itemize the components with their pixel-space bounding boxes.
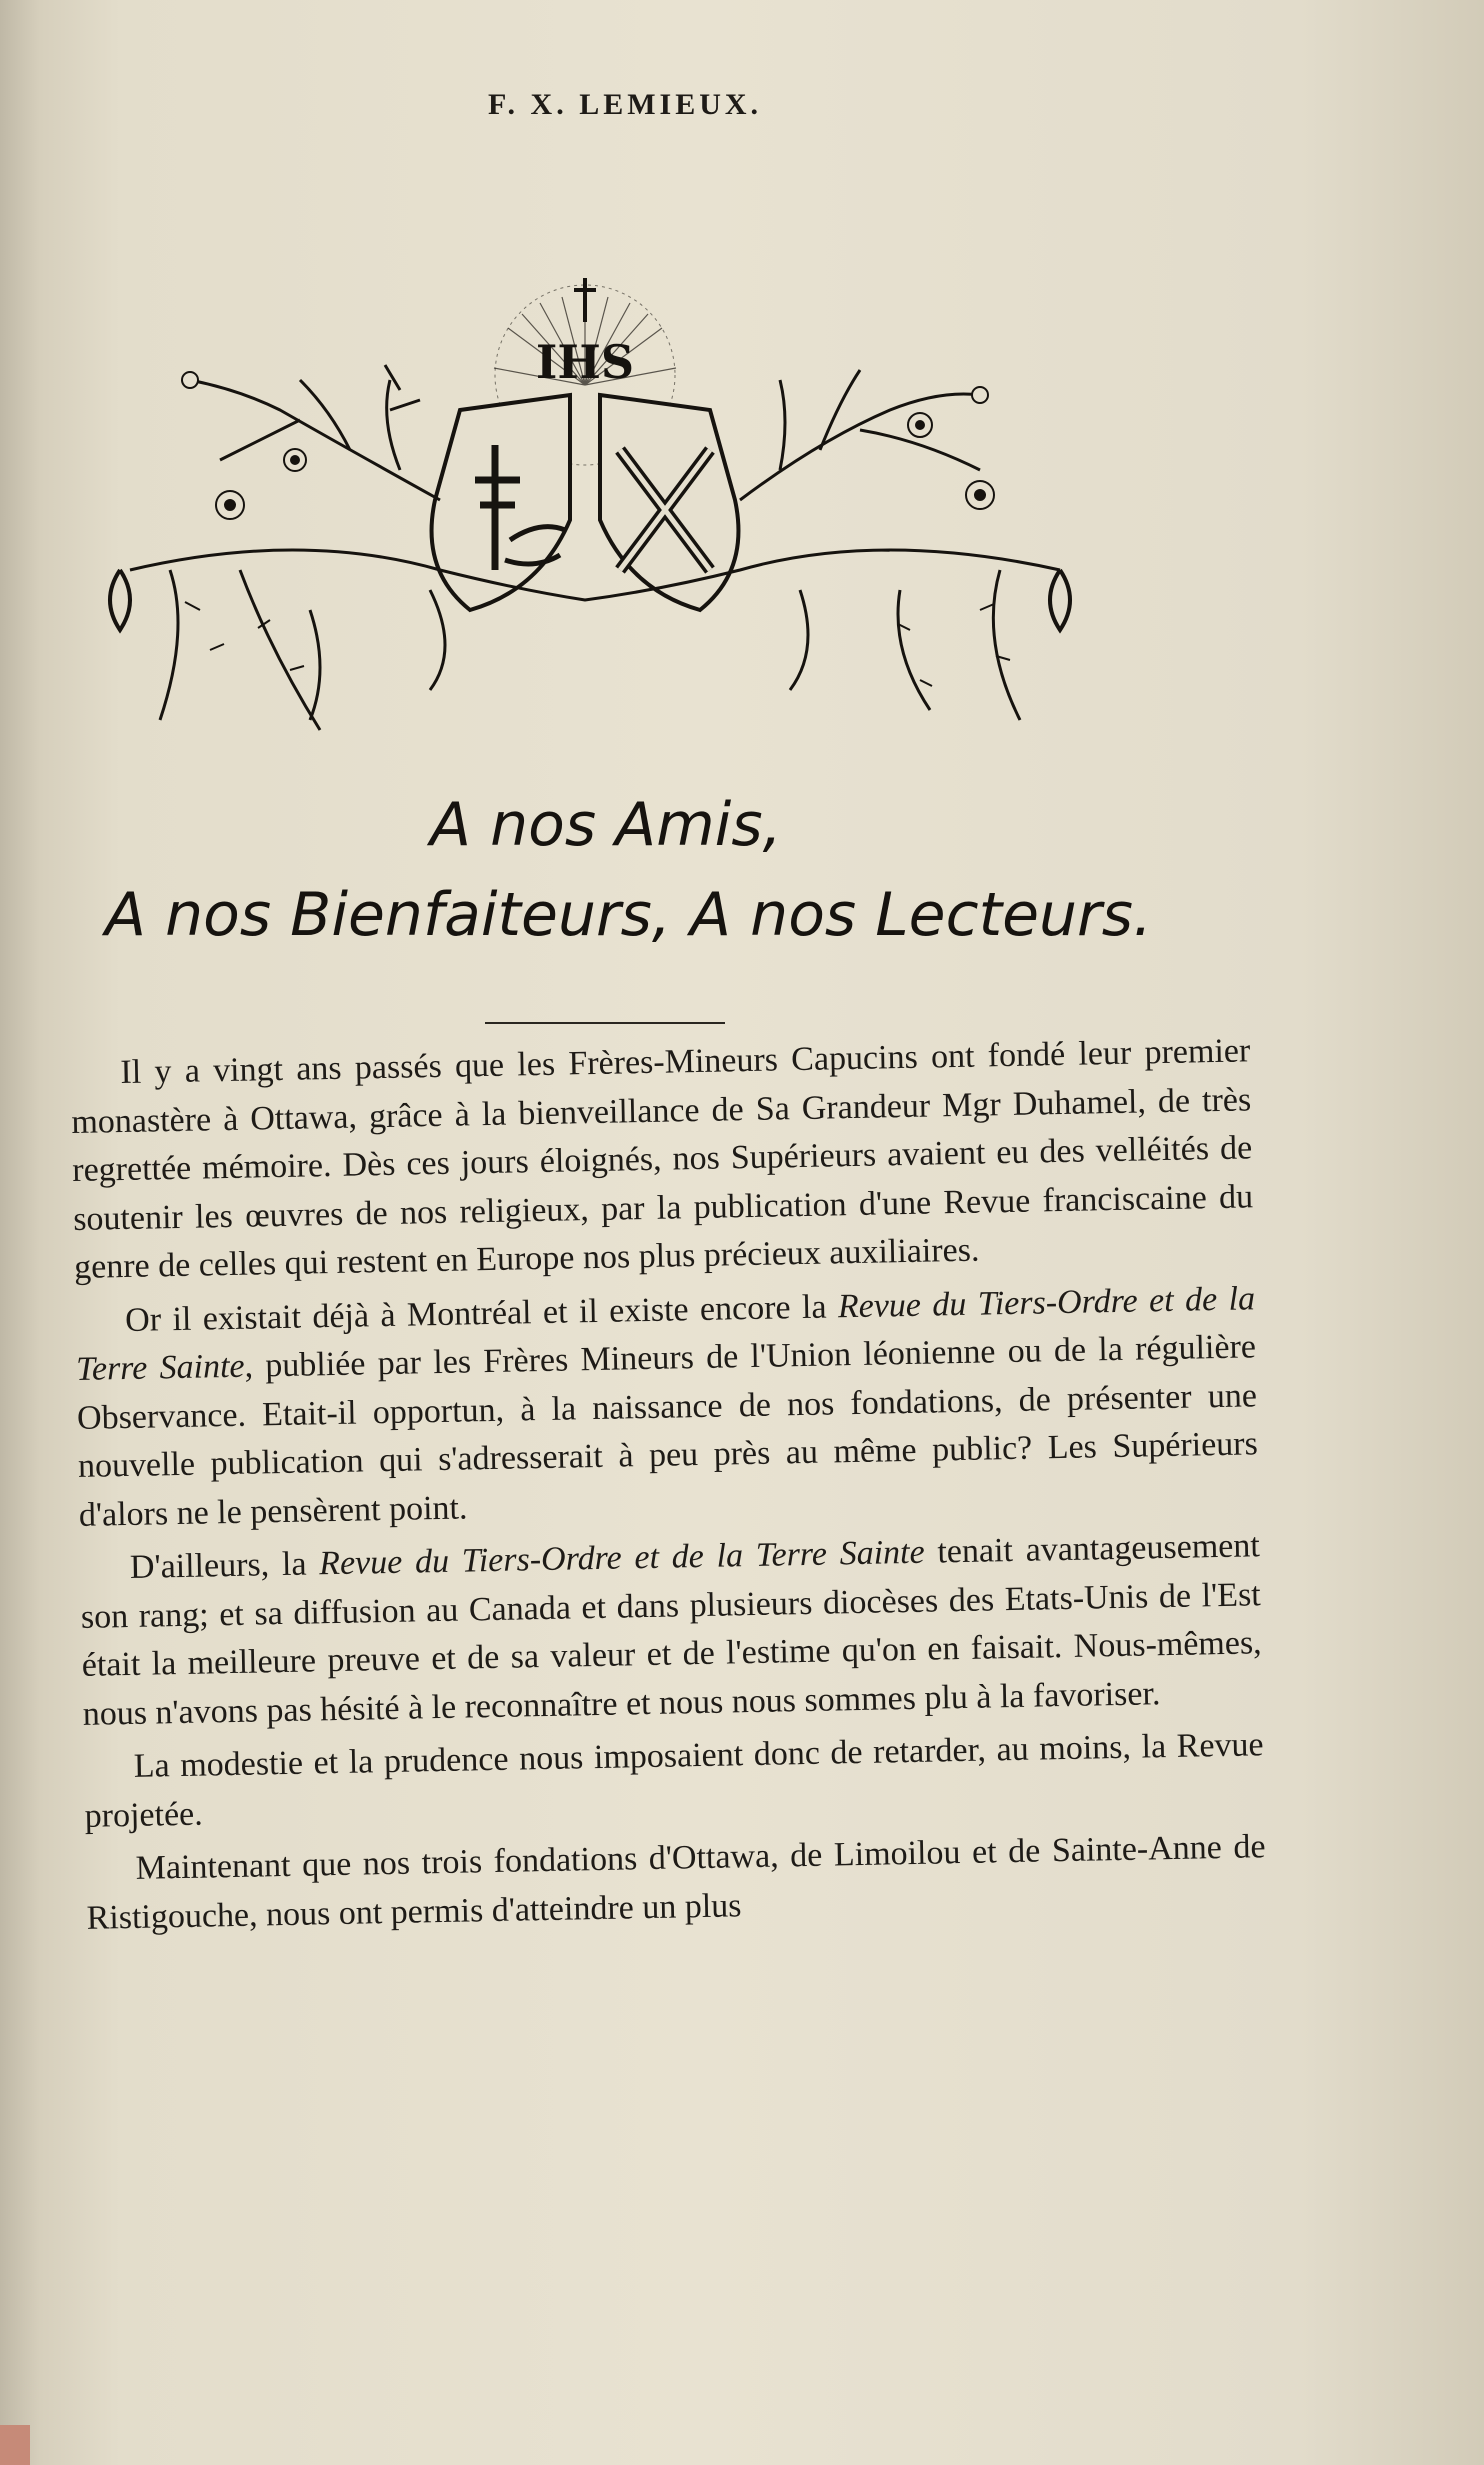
ihs-monogram: IHS [535,335,635,389]
title-line-1: A nos Amis, [430,790,782,860]
paragraph-text: D'ailleurs, la [129,1545,320,1586]
article-body [70,1027,1267,1947]
franciscan-coat-of-arms-icon [100,270,1130,750]
paragraph [75,1275,1259,1540]
running-head: F. X. LEMIEUX. [487,88,763,121]
paragraph-text: , publiée par les Frères Mineurs de l'Union léonienne ou de la régulière Observance. Etait-il opportun, à la naissance de nos fondations, de présenter une nouvelle publication qui s'adresserait à peu près au même public? Les Supérieurs d'alors ne le pensèrent point. [76,1328,1259,1534]
title-line-2: A nos Bienfaiteurs, A nos Lecteurs. [105,880,1153,950]
paragraph [80,1522,1264,1739]
journal-title: Revue du Tiers-Ordre et de la Terre Sainte [318,1533,925,1583]
paragraph-text: tenait avantageusement son rang; et sa diffusion au Canada et dans plusieurs diocèses des Etats-Unis de l'Est était la meilleure preuve et de sa valeur et de l'estime qu'on en faisait. Nous-mêmes, nous n'avons pas hésité à le reconnaître et nous nous sommes plu à la favoriser. [80,1527,1262,1733]
journal-title: Revue du Tiers-Ordre et de la Terre Sainte [75,1279,1256,1388]
paragraph: Maintenant que nos trois fondations d'Ottawa, de Limoilou et de Sainte-Anne de Ristigouche, nous ont permis d'atteindre un plus [86,1828,1266,1937]
page-edge-mark [0,2425,30,2465]
paragraph: La modestie et la prudence nous imposaient donc de retarder, au moins, la Revue projetée. [84,1726,1264,1835]
title-divider [485,1022,725,1024]
paragraph: Il y a vingt ans passés que les Frères-Mineurs Capucins ont fondé leur premier monastère à Ottawa, grâce à la bienveillance de Sa Grandeur Mgr Duhamel, de très regrettée mémoire. Dès ces jours éloignés, nos Supérieurs avaient eu des velléités de soutenir les œuvres de nos religieux, par la publication d'une Revue franciscaine du genre de celles qui restent en Europe nos plus précieux auxiliaires. [71,1032,1254,1286]
paragraph-text: Or il existait déjà à Montréal et il existe encore la [124,1287,839,1339]
